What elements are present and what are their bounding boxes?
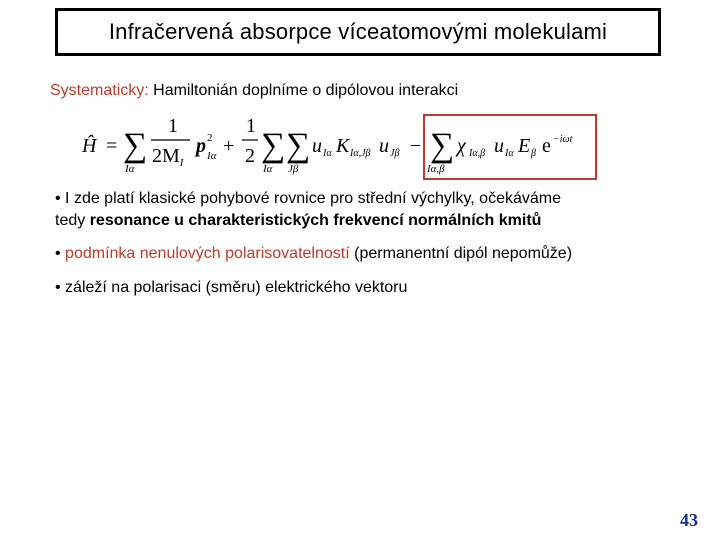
eq-p-sup: 2 — [207, 132, 213, 144]
eq-E: E — [518, 135, 531, 157]
eq-sum-4-index: Iα,β — [427, 163, 445, 175]
intro-line — [50, 82, 458, 100]
eq-minus: − — [410, 135, 422, 157]
bullet-1-prefix: tedy — [55, 212, 90, 229]
bullet-2-red: podmínka nenulových polarisovatelností — [65, 245, 350, 262]
slide-title-box — [55, 8, 661, 56]
bullet-3-text: • záleží na polarisaci (směru) elektrického vektoru — [55, 279, 408, 296]
bullet-2-suffix: (permanentní dipól nepomůže) — [349, 245, 573, 262]
eq-plus: + — [223, 135, 235, 157]
eq-u3: u — [494, 135, 504, 157]
bullet-polarization — [55, 277, 407, 299]
eq-exp-power: −iωt — [553, 134, 573, 145]
eq-p-sub: Iα — [207, 150, 217, 162]
eq-sum-3-index: Jβ — [288, 163, 299, 175]
eq-K-sub: Iα,Jβ — [350, 148, 371, 159]
eq-h-hat: Ĥ — [82, 135, 97, 157]
bullet-1-bold: resonance u charakteristických frekvencí normálních kmitů — [89, 212, 542, 229]
eq-u1: u — [312, 135, 322, 157]
eq-chi: χ — [457, 135, 466, 157]
eq-frac-num: 1 — [168, 115, 178, 137]
eq-u1-sub: Iα — [323, 148, 332, 159]
slide-title: Infračervená absorpce víceatomovými molekulami — [108, 19, 608, 44]
eq-sum-2: ∑ — [261, 127, 286, 164]
intro-text: Hamiltonián doplníme o dipólovou interakci — [153, 82, 459, 99]
bullet-polarizability — [55, 243, 572, 265]
eq-sum-2-index: Iα — [263, 163, 273, 175]
eq-sum-3: ∑ — [286, 127, 311, 164]
eq-chi-sub: Iα,β — [469, 148, 486, 159]
eq-sum-1-index: Iα — [125, 163, 135, 175]
page-number: 43 — [680, 510, 698, 530]
eq-K: K — [336, 135, 350, 157]
hamiltonian-equation — [80, 112, 620, 182]
eq-half-den: 2 — [245, 145, 255, 167]
eq-u2-sub: Jβ — [390, 148, 400, 159]
eq-E-sub: β — [531, 148, 536, 159]
eq-frac-den: $2M_I$ — [152, 145, 184, 169]
bullet-1-line-1: • I zde platí klasické pohybové rovnice pro střední výchylky, očekáváme — [55, 190, 561, 207]
eq-exp: e — [542, 135, 551, 157]
eq-half-num: 1 — [246, 115, 256, 137]
eq-sum-1: ∑ — [123, 127, 148, 164]
eq-u3-sub: Iα — [505, 148, 514, 159]
bullet-2-prefix: • — [55, 245, 66, 262]
eq-sum-4: ∑ — [430, 127, 455, 164]
eq-equals: = — [106, 135, 118, 157]
bullet-resonance — [55, 188, 655, 232]
eq-p: p — [196, 135, 206, 157]
eq-u2: u — [379, 135, 389, 157]
intro-lead: Systematicky: — [50, 82, 149, 99]
